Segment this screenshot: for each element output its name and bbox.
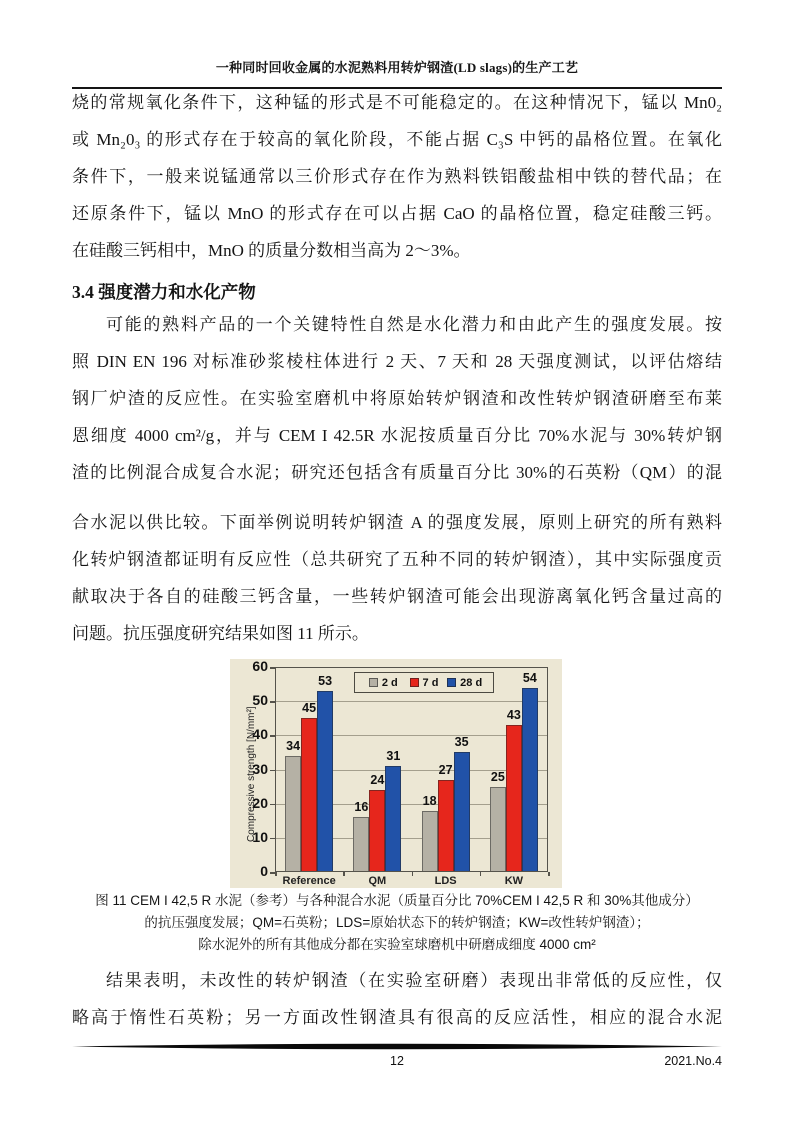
text-line: 烧的常规氧化条件下，这种锰的形式是不可能稳定的。在这种情况下，锰以 Mn0₂ — [72, 93, 722, 112]
legend-label: 28 d — [460, 676, 483, 689]
bar-value-label: 27 — [438, 762, 453, 777]
bar-value-label: 45 — [302, 701, 317, 716]
x-tick — [412, 872, 414, 876]
x-category-label: KW — [504, 875, 524, 887]
bar-value-label: 24 — [370, 773, 385, 787]
y-tick-label: 50 — [252, 692, 268, 709]
x-tick — [343, 872, 345, 876]
section-heading: 3.4 强度潜力和水化产物 — [72, 282, 256, 302]
y-tick-label: 40 — [252, 726, 268, 743]
text-line: 可能的熟料产品的一个关键特性自然是水化潜力和由此产生的强度发展。按 — [106, 315, 722, 334]
text-line: 钢厂炉渣的反应性。在实验室磨机中将原始转炉钢渣和改性转炉钢渣研磨至布莱 — [72, 389, 722, 408]
bar-value-label: 25 — [490, 769, 505, 784]
y-tick-label: 60 — [252, 658, 268, 674]
legend-swatch-icon — [369, 678, 378, 687]
text-line: 条件下，一般来说锰通常以三价形式存在作为熟料铁铝酸盐相中铁的替代品；在 — [72, 167, 722, 186]
paragraph-manganese — [72, 84, 722, 269]
text-line: 在硅酸三钙相中，MnO 的质量分数相当高为 2～3%。 — [72, 241, 471, 260]
legend-item — [444, 677, 485, 689]
paragraph-strength-cont — [72, 504, 722, 652]
bar-value-label: 43 — [506, 708, 521, 723]
page-number: 12 — [390, 1054, 404, 1068]
paragraph-strength-intro — [72, 306, 722, 491]
text-line: 除水泥外的所有其他成分都在实验室球磨机中研磨成细度 4000 cm² — [198, 937, 596, 952]
text-line: 结果表明，未改性的转炉钢渣（在实验室研磨）表现出非常低的反应性，仅 — [106, 971, 722, 990]
paragraph-results — [72, 962, 722, 1036]
figure-11-caption — [72, 890, 722, 956]
text-line: 化转炉钢渣都证明有反应性（总共研究了五种不同的转炉钢渣），其中实际强度贡 — [72, 550, 722, 569]
text-line: 还原条件下，锰以 MnO 的形式存在可以占据 CaO 的晶格位置，稳定硅酸三钙。 — [72, 204, 722, 223]
figure-11-bar-chart — [230, 659, 562, 888]
x-tick — [480, 872, 482, 876]
plot-frame — [275, 667, 548, 872]
bar-value-label: 54 — [522, 670, 537, 685]
y-tick — [270, 770, 275, 772]
x-category-label: LDS — [434, 875, 457, 887]
bar-value-label: 35 — [454, 735, 469, 750]
text-line: 略高于惰性石英粉；另一方面改性钢渣具有很高的反应活性，相应的混合水泥 — [72, 1008, 722, 1027]
x-tick — [275, 872, 277, 876]
legend-label: 2 d — [381, 676, 398, 689]
y-tick — [270, 838, 275, 840]
x-tick — [548, 872, 550, 876]
legend-label: 7 d — [422, 676, 439, 689]
bar-value-label: 34 — [286, 738, 301, 753]
y-tick-label: 0 — [260, 863, 268, 879]
legend-item — [404, 677, 445, 689]
text-line: 渣的比例混合成复合水泥；研究还包括含有质量百分比 30%的石英粉（QM）的混 — [72, 463, 722, 482]
y-tick — [270, 735, 275, 737]
y-tick — [270, 667, 275, 669]
text-line: 恩细度 4000 cm²/g，并与 CEM I 42.5R 水泥按质量百分比 70%水泥与 30%转炉钢 — [72, 426, 722, 445]
footer-rule — [72, 1042, 722, 1052]
text-line: 问题。抗压强度研究结果如图 11 所示。 — [72, 624, 369, 643]
text-line: 献取决于各自的硅酸三钙含量，一些转炉钢渣可能会出现游离氧化钙含量过高的 — [72, 587, 722, 606]
legend — [354, 672, 494, 693]
y-tick-label: 20 — [252, 794, 268, 811]
y-tick — [270, 804, 275, 806]
legend-swatch-icon — [410, 678, 419, 687]
page-header-title: 一种同时回收金属的水泥熟料用转炉钢渣(LD slags)的生产工艺 — [215, 60, 579, 75]
bar-value-label: 16 — [354, 800, 369, 815]
y-tick-label: 30 — [252, 760, 268, 777]
issue-label: 2021.No.4 — [664, 1054, 722, 1068]
text-line: 的抗压强度发展；QM=石英粉；LDS=原始状态下的转炉钢渣；KW=改性转炉钢渣）； — [144, 915, 650, 930]
y-axis-label: Compressive strength [N/mm²] — [246, 705, 257, 842]
legend-item — [363, 677, 404, 689]
legend-swatch-icon — [447, 678, 456, 687]
x-category-label: QM — [368, 875, 387, 887]
bar-value-label: 53 — [318, 673, 333, 688]
x-category-label: Reference — [282, 875, 336, 887]
text-line: 照 DIN EN 196 对标准砂浆棱柱体进行 2 天、7 天和 28 天强度测试，以评估熔结 — [72, 352, 722, 371]
text-line: 或 Mn₂0₃ 的形式存在于较高的氧化阶段，不能占据 C₃S 中钙的晶格位置。在氧化 — [72, 130, 722, 149]
bar-value-label: 31 — [386, 749, 401, 764]
y-tick-label: 10 — [252, 828, 268, 845]
text-line: 图 11 CEM I 42,5 R 水泥（参考）与各种混合水泥（质量百分比 70%CEM I 42,5 R 和 30%其他成分） — [95, 893, 699, 908]
bar-value-label: 18 — [422, 793, 437, 808]
text-line: 合水泥以供比较。下面举例说明转炉钢渣 A 的强度发展，原则上研究的所有熟料 — [72, 513, 722, 532]
y-tick — [270, 701, 275, 703]
